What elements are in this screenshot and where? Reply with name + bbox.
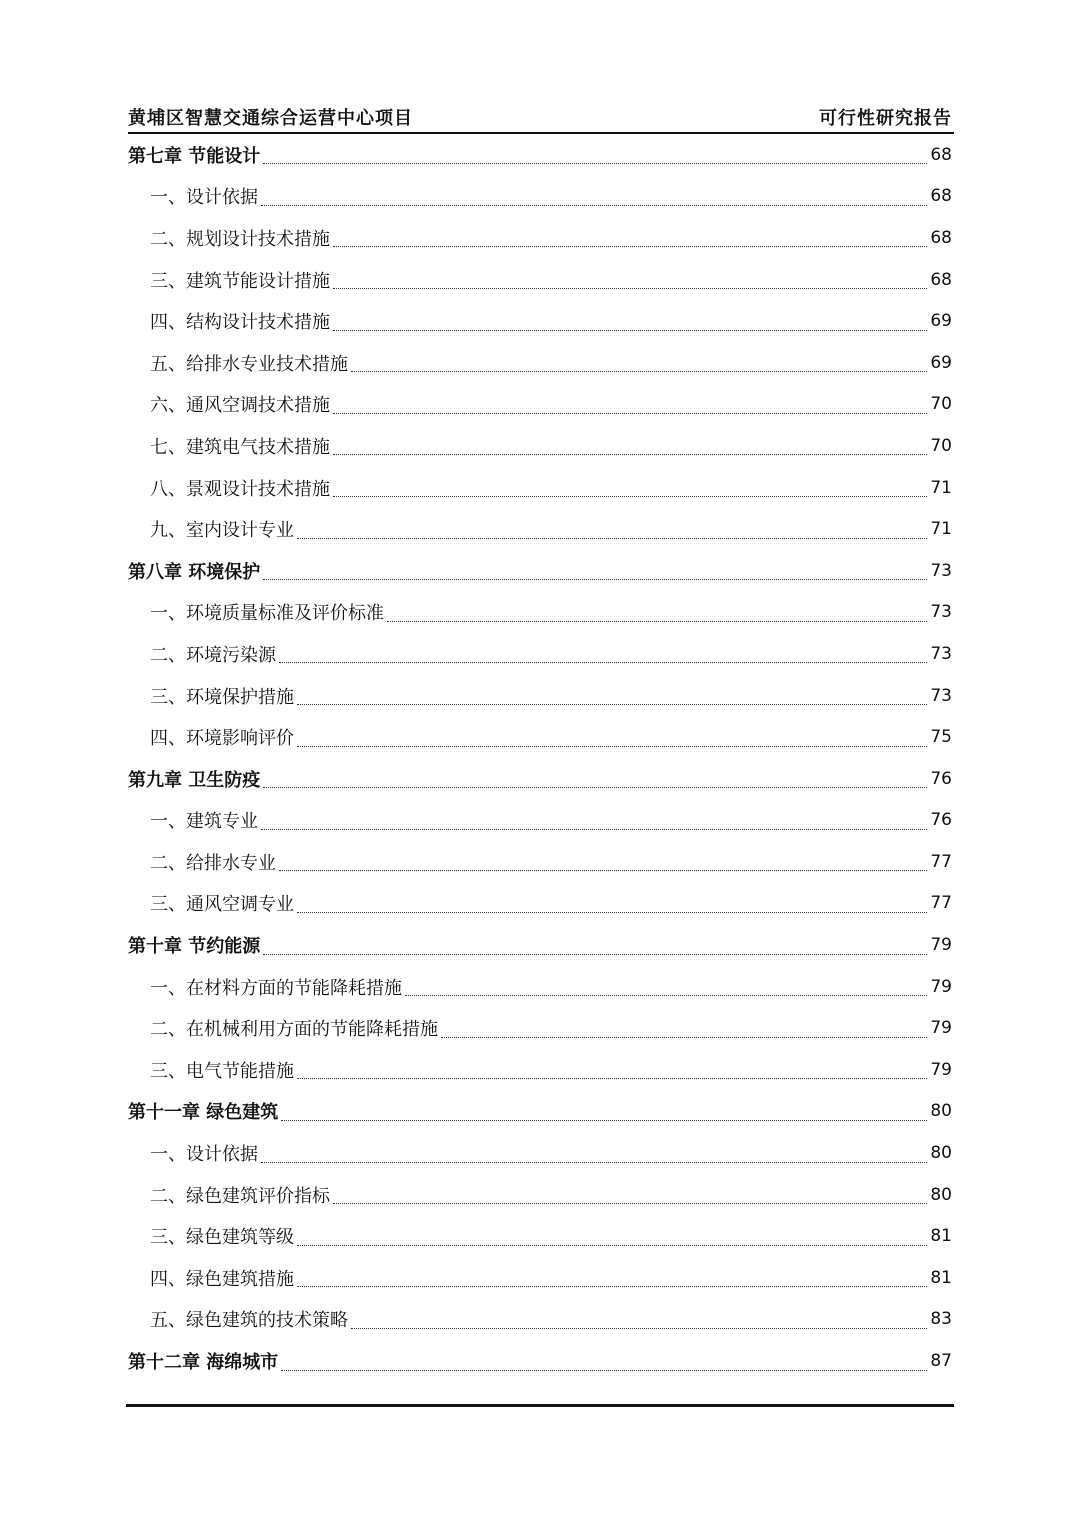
toc-dot-leader	[263, 940, 927, 955]
toc-entry-label: 八、景观设计技术措施	[150, 478, 330, 500]
toc-section-entry[interactable]	[128, 841, 952, 883]
toc-dot-leader	[333, 1189, 927, 1204]
toc-section-entry[interactable]	[128, 883, 952, 925]
toc-entry-label: 五、给排水专业技术措施	[150, 353, 348, 375]
toc-dot-leader	[333, 232, 927, 247]
page-header	[128, 104, 952, 130]
toc-dot-leader	[333, 399, 927, 414]
toc-section-entry[interactable]	[128, 1215, 952, 1257]
header-report-type: 可行性研究报告	[819, 108, 952, 129]
toc-entry-label: 三、建筑节能设计措施	[150, 270, 330, 292]
toc-page-number: 73	[930, 560, 952, 581]
toc-page-number: 83	[930, 1309, 952, 1330]
toc-dot-leader	[261, 1148, 927, 1163]
toc-section-entry[interactable]	[128, 1257, 952, 1299]
toc-section-entry[interactable]	[128, 1049, 952, 1091]
toc-page-number: 76	[930, 768, 952, 789]
toc-entry-label: 四、绿色建筑措施	[150, 1268, 294, 1290]
toc-dot-leader	[263, 565, 927, 580]
toc-entry-label: 一、在材料方面的节能降耗措施	[150, 977, 402, 999]
toc-page-number: 79	[930, 935, 952, 956]
toc-entry-label: 第八章 环境保护	[128, 561, 261, 583]
toc-entry-label: 四、结构设计技术措施	[150, 312, 330, 334]
toc-entry-label: 二、给排水专业	[150, 852, 276, 874]
toc-page-number: 71	[930, 519, 952, 540]
toc-section-entry[interactable]	[128, 716, 952, 758]
toc-dot-leader	[405, 981, 927, 996]
toc-page-number: 70	[930, 435, 952, 456]
toc-dot-leader	[441, 1023, 927, 1038]
toc-dot-leader	[261, 815, 927, 830]
toc-page-number: 79	[930, 1018, 952, 1039]
toc-section-entry[interactable]	[128, 425, 952, 467]
toc-entry-label: 四、环境影响评价	[150, 728, 294, 750]
toc-dot-leader	[333, 440, 927, 455]
toc-page-number: 79	[930, 1059, 952, 1080]
toc-page-number: 68	[930, 269, 952, 290]
toc-entry-label: 一、环境质量标准及评价标准	[150, 603, 384, 625]
toc-dot-leader	[333, 482, 927, 497]
footer-divider	[126, 1404, 954, 1407]
toc-entry-label: 第十二章 海绵城市	[128, 1352, 279, 1374]
toc-section-entry[interactable]	[128, 1132, 952, 1174]
toc-entry-label: 九、室内设计专业	[150, 520, 294, 542]
toc-dot-leader	[351, 1314, 927, 1329]
toc-section-entry[interactable]	[128, 1299, 952, 1341]
toc-entry-label: 五、绿色建筑的技术策略	[150, 1310, 348, 1332]
toc-dot-leader	[297, 1272, 927, 1287]
toc-entry-label: 三、绿色建筑等级	[150, 1227, 294, 1249]
toc-entry-label: 第十一章 绿色建筑	[128, 1102, 279, 1124]
toc-entry-label: 一、设计依据	[150, 1144, 258, 1166]
toc-chapter-entry[interactable]	[128, 758, 952, 800]
header-project-title: 黄埔区智慧交通综合运营中心项目	[128, 108, 413, 129]
toc-entry-label: 三、通风空调专业	[150, 894, 294, 916]
toc-chapter-entry[interactable]	[128, 1091, 952, 1133]
toc-page-number: 81	[930, 1226, 952, 1247]
toc-page-number: 76	[930, 810, 952, 831]
toc-section-entry[interactable]	[128, 384, 952, 426]
toc-page-number: 73	[930, 643, 952, 664]
toc-dot-leader	[297, 1231, 927, 1246]
toc-page-number: 68	[930, 186, 952, 207]
toc-page-number: 69	[930, 352, 952, 373]
toc-entry-label: 第九章 卫生防疫	[128, 769, 261, 791]
toc-section-entry[interactable]	[128, 633, 952, 675]
toc-entry-label: 六、通风空调技术措施	[150, 395, 330, 417]
toc-entry-label: 第十章 节约能源	[128, 936, 261, 958]
toc-section-entry[interactable]	[128, 675, 952, 717]
toc-entry-label: 一、建筑专业	[150, 811, 258, 833]
toc-section-entry[interactable]	[128, 176, 952, 218]
toc-section-entry[interactable]	[128, 1174, 952, 1216]
toc-entry-label: 第七章 节能设计	[128, 145, 261, 167]
toc-dot-leader	[333, 274, 927, 289]
toc-chapter-entry[interactable]	[128, 134, 952, 176]
toc-section-entry[interactable]	[128, 800, 952, 842]
toc-page-number: 77	[930, 893, 952, 914]
toc-section-entry[interactable]	[128, 467, 952, 509]
toc-section-entry[interactable]	[128, 1007, 952, 1049]
toc-page-number: 73	[930, 602, 952, 623]
toc-page-number: 79	[930, 976, 952, 997]
toc-section-entry[interactable]	[128, 342, 952, 384]
toc-section-entry[interactable]	[128, 217, 952, 259]
toc-dot-leader	[281, 1106, 927, 1121]
toc-page-number: 68	[930, 227, 952, 248]
table-of-contents	[128, 134, 952, 1382]
toc-page-number: 87	[930, 1351, 952, 1372]
toc-dot-leader	[297, 524, 927, 539]
toc-entry-label: 二、规划设计技术措施	[150, 228, 330, 250]
toc-dot-leader	[281, 1356, 927, 1371]
toc-section-entry[interactable]	[128, 300, 952, 342]
toc-dot-leader	[279, 856, 927, 871]
toc-page-number: 69	[930, 311, 952, 332]
toc-section-entry[interactable]	[128, 966, 952, 1008]
toc-entry-label: 二、环境污染源	[150, 644, 276, 666]
toc-page-number: 81	[930, 1267, 952, 1288]
toc-page-number: 77	[930, 851, 952, 872]
toc-dot-leader	[261, 191, 927, 206]
toc-entry-label: 一、设计依据	[150, 187, 258, 209]
toc-dot-leader	[297, 732, 927, 747]
toc-page-number: 73	[930, 685, 952, 706]
toc-dot-leader	[297, 1064, 927, 1079]
toc-entry-label: 二、在机械利用方面的节能降耗措施	[150, 1019, 438, 1041]
toc-section-entry[interactable]	[128, 508, 952, 550]
toc-dot-leader	[297, 898, 927, 913]
toc-dot-leader	[279, 648, 927, 663]
toc-chapter-entry[interactable]	[128, 924, 952, 966]
toc-page-number: 71	[930, 477, 952, 498]
toc-entry-label: 三、电气节能措施	[150, 1060, 294, 1082]
toc-chapter-entry[interactable]	[128, 550, 952, 592]
toc-page-number: 80	[930, 1184, 952, 1205]
toc-entry-label: 二、绿色建筑评价指标	[150, 1185, 330, 1207]
toc-page-number: 80	[930, 1143, 952, 1164]
toc-dot-leader	[351, 357, 927, 372]
toc-entry-label: 三、环境保护措施	[150, 686, 294, 708]
toc-page-number: 70	[930, 394, 952, 415]
toc-dot-leader	[387, 607, 927, 622]
toc-dot-leader	[297, 690, 927, 705]
toc-dot-leader	[333, 316, 927, 331]
toc-page-number: 80	[930, 1101, 952, 1122]
toc-entry-label: 七、建筑电气技术措施	[150, 436, 330, 458]
toc-dot-leader	[263, 149, 927, 164]
toc-page-number: 68	[930, 144, 952, 165]
toc-chapter-entry[interactable]	[128, 1340, 952, 1382]
toc-section-entry[interactable]	[128, 259, 952, 301]
toc-page-number: 75	[930, 727, 952, 748]
toc-section-entry[interactable]	[128, 592, 952, 634]
toc-dot-leader	[263, 773, 927, 788]
